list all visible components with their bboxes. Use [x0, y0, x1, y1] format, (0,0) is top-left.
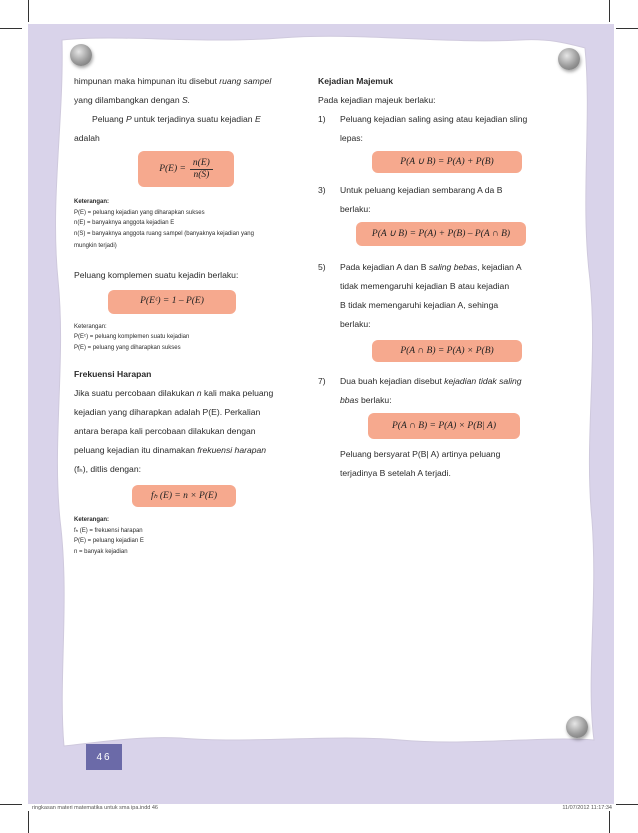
pushpin-icon	[70, 44, 92, 66]
paragraph-bersyarat: Peluang bersyarat P(B| A) artinya peluang terjadinya B setelah A terjadi.	[340, 449, 501, 478]
pushpin-icon	[558, 48, 580, 70]
list-item: 1) Peluang kejadian saling asing atau kejadian sling lepas:	[318, 114, 528, 143]
heading-kejadian-majemuk: Kejadian Majemuk	[318, 76, 393, 86]
keterangan-1: Keterangan: P(E) = peluang kejadian yang diharapkan sukses n(E) = banyaknya anggota kejadian E n(S) = banyaknya anggota ruang sampel (banyaknya kejadian yang mungkin terjadi)	[74, 199, 254, 249]
intro-text: Pada kejadian majeuk berlaku:	[318, 95, 436, 105]
formula-tidak-saling-bebas: P(A ∩ B) = P(A) × P(B| A)	[368, 413, 520, 439]
pushpin-icon	[566, 716, 588, 738]
right-column	[318, 72, 558, 483]
page-number: 46	[86, 744, 122, 770]
list-item: 7) Dua buah kejadian disebut kejadian tidak saling bbas berlaku:	[318, 376, 522, 405]
formula-frekuensi-harapan: fₕ (E) = n × P(E)	[132, 485, 236, 507]
formula-sembarang: P(A ∪ B) = P(A) + P(B) – P(A ∩ B)	[356, 222, 526, 246]
list-item: 5) Pada kejadian A dan B saling bebas, kejadian A tidak memengaruhi kejadian B atau kejadian B tidak memengaruhi kejadian A, sehinga berlaku:	[318, 262, 522, 329]
paragraph-peluang: Peluang P untuk terjadinya suatu kejadian E	[92, 114, 261, 124]
list-item: 3) Untuk peluang kejadian sembarang A da B berlaku:	[318, 185, 503, 214]
heading-frekuensi-harapan: Frekuensi Harapan	[74, 369, 152, 379]
footer-timestamp: 11/07/2012 11:17:34	[562, 805, 612, 811]
left-column	[74, 72, 304, 557]
formula-saling-lepas: P(A ∪ B) = P(A) + P(B)	[372, 151, 522, 173]
formula-peluang: P(E) = $\frac{n(E)}{n(S)}$	[138, 151, 234, 187]
komplemen-text: Peluang komplemen suatu kejadin berlaku:	[74, 269, 239, 280]
paragraph-ruang-sampel: himpunan maka himpunan itu disebut ruang sampel yang dilambangkan dengan S.	[74, 76, 272, 105]
paragraph-frekuensi: Jika suatu percobaan dilakukan n kali maka peluang kejadian yang diharapkan adalah P(E). Perkalian antara berapa kali percobaan dilakukan dengan peluang kejadian itu dinamakan frekuensi harapan (fₕ), ditlis dengan:	[74, 388, 274, 474]
formula-komplemen: P(Eᶜ) = 1 – P(E)	[108, 290, 236, 314]
fraction: $\frac{n(E)}{n(S)}$	[190, 158, 213, 181]
keterangan-3: Keterangan: fₕ (E) = frekuensi harapan P(E) = peluang kejadian E n = banyak kejadian	[74, 517, 144, 555]
keterangan-2: Keterangan: P(Eᶜ) = peluang komplemen suatu kejadian P(E) = peluang yang diharapkan sukses	[74, 323, 190, 351]
formula-saling-bebas: P(A ∩ B) = P(A) × P(B)	[372, 340, 522, 362]
paragraph-adalah: adalah	[74, 133, 100, 143]
footer-filename: ringkasan materi matematika untuk sma ipa.indd 46	[32, 805, 158, 811]
